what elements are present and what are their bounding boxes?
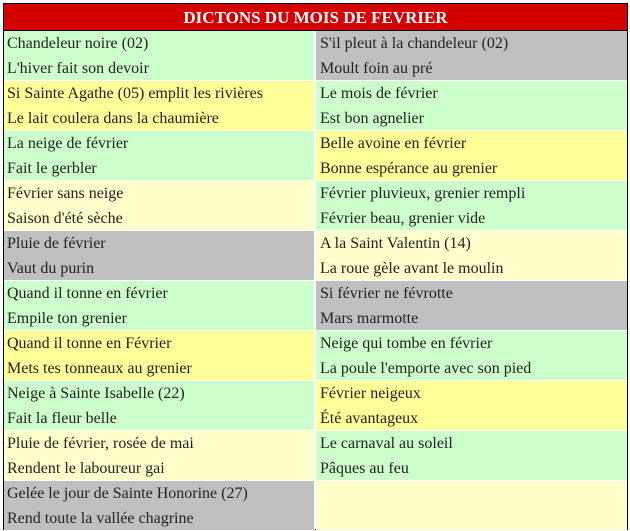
proverb-cell-left: [4, 131, 315, 180]
proverb-cell-right: [316, 431, 627, 480]
proverb-line-1: Si Sainte Agathe (05) emplit les rivières: [7, 85, 263, 102]
proverb-line-1: A la Saint Valentin (14): [320, 235, 471, 252]
proverb-line-1: Quand il tonne en février: [7, 285, 168, 302]
proverb-line-2: [320, 506, 627, 530]
table-row: [4, 381, 627, 431]
table-row: [4, 481, 627, 531]
proverb-cell-right: [316, 281, 627, 330]
proverb-line-1: Quand il tonne en Février: [7, 335, 172, 352]
proverb-line-2: Bonne espérance au grenier: [320, 160, 498, 177]
table-row: [4, 81, 627, 131]
proverbs-table: [3, 3, 628, 530]
proverb-line-2: Fait le gerbler: [7, 160, 97, 177]
proverb-line-2: Mars marmotte: [320, 310, 419, 327]
proverb-cell-left: [4, 31, 315, 80]
proverb-line-1: Chandeleur noire (02): [7, 35, 149, 52]
proverb-cell-left: [4, 431, 315, 480]
proverb-line-1: Le mois de février: [320, 85, 438, 102]
proverb-cell-right: [316, 81, 627, 130]
proverb-cell-right: [316, 231, 627, 280]
proverb-line-1: Belle avoine en février: [320, 135, 467, 152]
proverb-line-2: Pâques au feu: [320, 460, 409, 477]
proverb-line-2: L'hiver fait son devoir: [7, 60, 149, 77]
table-row: [4, 231, 627, 281]
proverb-line-1: Gelée le jour de Sainte Honorine (27): [7, 485, 248, 502]
proverb-line-2: Empile ton grenier: [7, 310, 127, 327]
proverb-line-1: La neige de février: [7, 135, 129, 152]
table-row: [4, 181, 627, 231]
proverb-line-1: S'il pleut à la chandeleur (02): [320, 35, 509, 52]
table-row: [4, 281, 627, 331]
proverb-line-2: La roue gèle avant le moulin: [320, 260, 504, 277]
table-row: [4, 331, 627, 381]
table-title: DICTONS DU MOIS DE FEVRIER: [4, 4, 627, 31]
proverb-line-1: Le carnaval au soleil: [320, 435, 453, 452]
table-row: [4, 31, 627, 81]
proverb-cell-right: [316, 381, 627, 430]
proverb-line-2: Le lait coulera dans la chaumière: [7, 110, 219, 127]
table-row: [4, 431, 627, 481]
proverbs-grid: [4, 31, 627, 531]
table-row: [4, 131, 627, 181]
proverb-cell-right: [316, 131, 627, 180]
proverb-line-2: Est bon agnelier: [320, 110, 424, 127]
proverb-cell-right: [316, 481, 627, 530]
proverb-line-1: Si février ne févrotte: [320, 285, 453, 302]
proverb-line-2: Vaut du purin: [7, 260, 95, 277]
proverb-line-1: Février pluvieux, grenier rempli: [320, 185, 526, 202]
proverb-cell-left: [4, 281, 315, 330]
proverb-line-2: Moult foin au pré: [320, 60, 433, 77]
proverb-line-1: Neige qui tombe en février: [320, 335, 493, 352]
proverb-cell-right: [316, 31, 627, 80]
proverb-line-2: Février beau, grenier vide: [320, 210, 486, 227]
proverb-line-2: Rendent le laboureur gai: [7, 460, 165, 477]
proverb-line-1: Février neigeux: [320, 385, 421, 402]
proverb-line-2: Été avantageux: [320, 410, 419, 427]
proverb-line-1: Février sans neige: [7, 185, 124, 202]
proverb-line-2: Mets tes tonneaux au grenier: [7, 360, 192, 377]
proverb-line-2: La poule l'emporte avec son pied: [320, 360, 532, 377]
proverb-line-2: Saison d'été sèche: [7, 210, 123, 227]
proverb-cell-left: [4, 481, 315, 530]
proverb-line-2: Rend toute la vallée chagrine: [7, 510, 194, 527]
proverb-line-1: Pluie de février, rosée de mai: [7, 435, 194, 452]
proverb-cell-right: [316, 181, 627, 230]
proverb-line-1: [320, 481, 627, 506]
proverb-line-2: Fait la fleur belle: [7, 410, 117, 427]
proverb-cell-left: [4, 81, 315, 130]
proverb-cell-left: [4, 331, 315, 380]
proverb-line-1: Neige à Sainte Isabelle (22): [7, 385, 185, 402]
proverb-cell-left: [4, 381, 315, 430]
proverb-cell-right: [316, 331, 627, 380]
proverb-cell-left: [4, 181, 315, 230]
proverb-line-1: Pluie de février: [7, 235, 106, 252]
proverb-cell-left: [4, 231, 315, 280]
